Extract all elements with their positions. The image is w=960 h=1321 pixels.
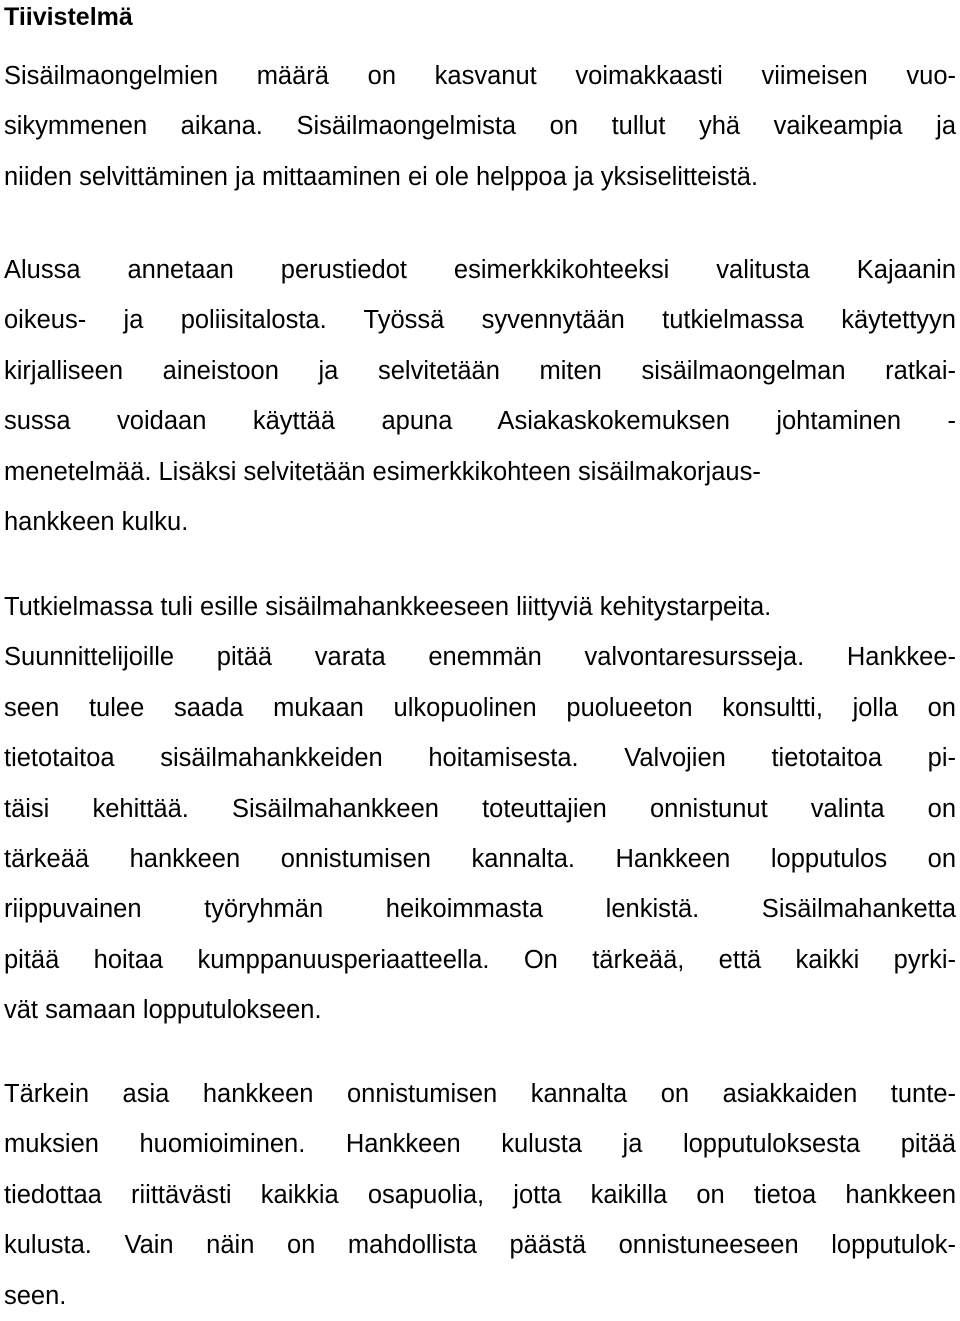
text-line: vät samaan lopputulokseen. <box>4 996 322 1025</box>
paragraph-3 <box>4 582 956 1036</box>
paragraph-4 <box>4 1069 956 1321</box>
text-line: sikymmenen aikana. Sisäilmaongelmista on tullut yhä vaikeampia ja <box>4 112 956 141</box>
text-line: Sisäilmaongelmien määrä on kasvanut voimakkaasti viimeisen vuo- <box>4 62 956 90</box>
text-line: sussa voidaan käyttää apuna Asiakaskokemuksen johtaminen - <box>4 407 956 436</box>
text-line: riippuvainen työryhmän heikoimmasta lenkistä. Sisäilmahanketta <box>4 895 956 924</box>
heading-tiivistelma: Tiivistelmä <box>4 3 133 31</box>
text-line: seen. <box>4 1281 67 1310</box>
text-line: pitää hoitaa kumppanuusperiaatteella. On tärkeää, että kaikki pyrki- <box>4 945 956 974</box>
text-line: tietotaitoa sisäilmahankkeiden hoitamisesta. Valvojien tietotaitoa pi- <box>4 744 956 773</box>
text-line: Tärkein asia hankkeen onnistumisen kannalta on asiakkaiden tunte- <box>4 1080 956 1108</box>
text-line: Suunnittelijoille pitää varata enemmän valvontaresursseja. Hankkee- <box>4 643 956 672</box>
text-line: tiedottaa riittävästi kaikkia osapuolia, jotta kaikilla on tietoa hankkeen <box>4 1180 956 1209</box>
text-line: täisi kehittää. Sisäilmahankkeen toteuttajien onnistunut valinta on <box>4 794 956 823</box>
text-line: niiden selvittäminen ja mittaaminen ei ole helppoa ja yksiselitteistä. <box>4 162 759 191</box>
document-page <box>4 0 956 1310</box>
text-line: oikeus- ja poliisitalosta. Työssä syvennytään tutkielmassa käytettyyn <box>4 306 956 335</box>
text-line: kulusta. Vain näin on mahdollista päästä onnistuneeseen lopputulok- <box>4 1231 956 1260</box>
paragraph-2 <box>4 245 956 547</box>
text-line: Alussa annetaan perustiedot esimerkkikohteeksi valitusta Kajaanin <box>4 256 956 284</box>
text-line: tärkeää hankkeen onnistumisen kannalta. Hankkeen lopputulos on <box>4 844 956 873</box>
text-line: seen tulee saada mukaan ulkopuolinen puolueeton konsultti, jolla on <box>4 693 956 722</box>
text-line: kirjalliseen aineistoon ja selvitetään miten sisäilmaongelman ratkai- <box>4 356 956 385</box>
text-line: hankkeen kulku. <box>4 507 189 536</box>
text-line: Tutkielmassa tuli esille sisäilmahankkeeseen liittyviä kehitystarpeita. <box>4 593 772 621</box>
paragraph-1 <box>4 51 956 202</box>
text-line: menetelmää. Lisäksi selvitetään esimerkkikohteen sisäilmakorjaus- <box>4 457 761 486</box>
text-line: muksien huomioiminen. Hankkeen kulusta ja lopputuloksesta pitää <box>4 1130 956 1159</box>
